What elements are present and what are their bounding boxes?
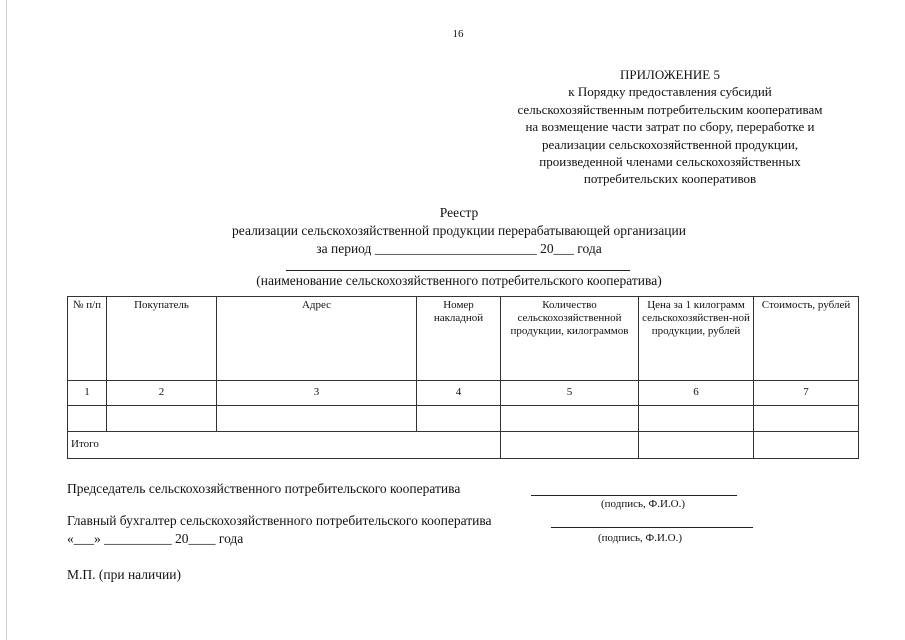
appendix-title: ПРИЛОЖЕНИЕ 5 <box>620 67 720 82</box>
table-cell <box>639 406 754 432</box>
table-row <box>68 406 859 432</box>
accountant-label: Главный бухгалтер сельскохозяйственного потребительского кооператива <box>67 513 492 528</box>
col-header-number: № п/п <box>68 297 107 381</box>
column-number: 4 <box>417 381 501 406</box>
table-cell <box>754 406 859 432</box>
chairman-signature-caption: (подпись, Ф.И.О.) <box>601 498 685 510</box>
chairman-label: Председатель сельскохозяйственного потребительского кооператива <box>67 481 461 496</box>
total-cell <box>639 432 754 459</box>
appendix-line: сельскохозяйственным потребительским кооперативам <box>517 101 823 117</box>
col-header-invoice: Номер накладной <box>417 297 501 381</box>
registry-table <box>67 296 859 459</box>
signature-date: «___» __________ 20____ года <box>67 531 244 546</box>
column-number-row <box>68 381 859 406</box>
appendix-header <box>470 66 870 188</box>
table-cell <box>217 406 417 432</box>
table-cell <box>417 406 501 432</box>
col-header-address: Адрес <box>217 297 417 381</box>
chairman-signature-line <box>531 495 737 496</box>
registry-heading <box>150 204 768 258</box>
registry-period: за период ________________________ 20___ года <box>316 241 602 256</box>
column-number: 6 <box>639 381 754 406</box>
column-number: 3 <box>217 381 417 406</box>
appendix-line: произведенной членами сельскохозяйственных <box>539 154 801 170</box>
appendix-line: реализации сельскохозяйственной продукции, <box>541 136 799 152</box>
total-label: Итого <box>68 432 501 459</box>
total-cell <box>501 432 639 459</box>
page-edge-rule <box>6 0 7 640</box>
column-number: 7 <box>754 381 859 406</box>
col-header-cost: Стоимость, рублей <box>754 297 859 381</box>
column-number: 1 <box>68 381 107 406</box>
table-cell <box>68 406 107 432</box>
cooperative-name-caption: (наименование сельскохозяйственного потребительского кооператива) <box>256 273 662 288</box>
appendix-line: потребительских кооперативов <box>583 171 757 187</box>
col-header-quantity: Количество сельскохозяйственной продукции, килограммов <box>501 297 639 381</box>
appendix-line: на возмещение части затрат по сбору, переработке и <box>525 119 815 135</box>
total-cell <box>754 432 859 459</box>
registry-subtitle: реализации сельскохозяйственной продукции перерабатывающей организации <box>232 223 686 238</box>
total-row <box>68 432 859 459</box>
table-header-row <box>68 297 859 381</box>
accountant-signature-line <box>551 527 753 528</box>
seal-label: М.П. (при наличии) <box>67 567 181 582</box>
registry-title: Реестр <box>439 205 479 220</box>
appendix-line: к Порядку предоставления субсидий <box>568 84 772 100</box>
cooperative-name-line <box>286 270 630 271</box>
column-number: 2 <box>107 381 217 406</box>
page-number: 16 <box>452 28 464 40</box>
col-header-buyer: Покупатель <box>107 297 217 381</box>
column-number: 5 <box>501 381 639 406</box>
col-header-price: Цена за 1 килограмм сельскохозяйствен-ной продукции, рублей <box>639 297 754 381</box>
table-cell <box>107 406 217 432</box>
table-cell <box>501 406 639 432</box>
accountant-signature-caption: (подпись, Ф.И.О.) <box>598 532 682 544</box>
